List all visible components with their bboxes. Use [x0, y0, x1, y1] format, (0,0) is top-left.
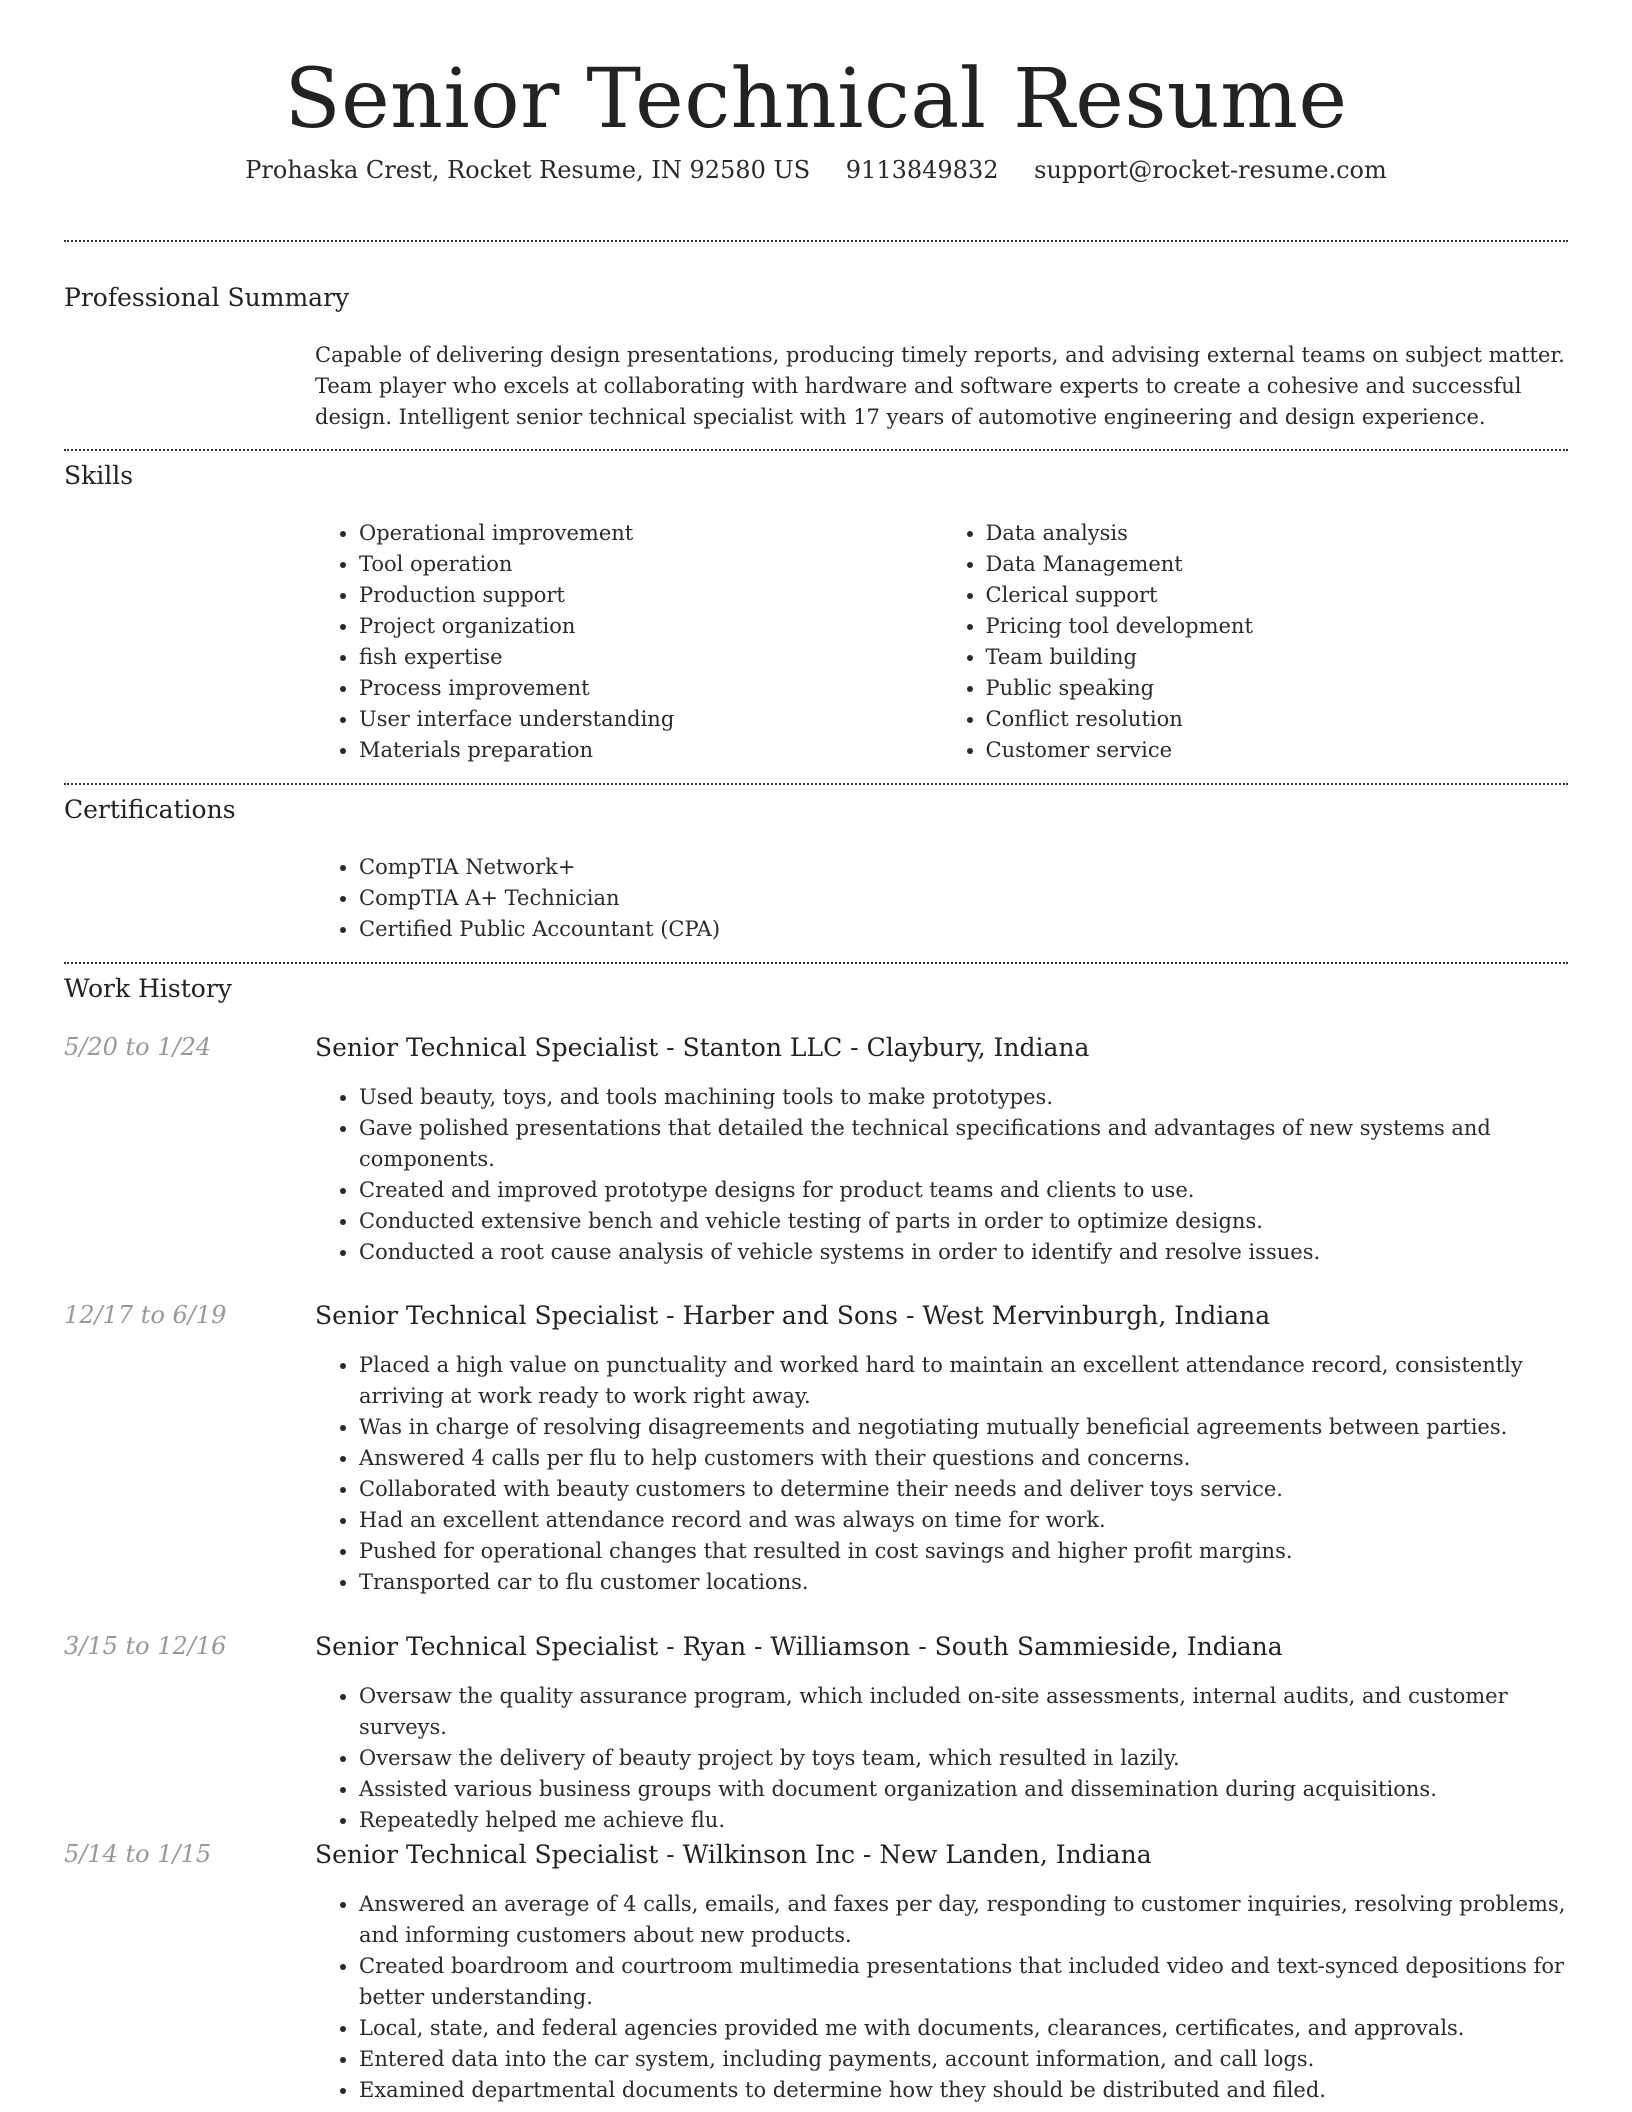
- contact-email: support@rocket-resume.com: [1034, 156, 1387, 184]
- list-item: • Was in charge of resolving disagreements and negotiating mutually beneficial agreements between parties.: [359, 1412, 1568, 1443]
- job-title: Senior Technical Specialist - Stanton LLC - Claybury, Indiana: [315, 1033, 1090, 1062]
- list-item: • Transported car to flu customer locations.: [359, 1567, 1568, 1598]
- list-item: • Data analysis: [986, 518, 1569, 549]
- list-item: • Customer service: [986, 735, 1569, 766]
- list-item: • Project organization: [359, 611, 942, 642]
- list-item: • Repeatedly helped me achieve flu.: [359, 1805, 1568, 1836]
- list-item: • Team building: [986, 642, 1569, 673]
- job-duties: [315, 1681, 1568, 1836]
- skills-list-left: [315, 518, 942, 766]
- list-item: • Data Management: [986, 549, 1569, 580]
- certifications-body: [315, 852, 1568, 945]
- divider: [64, 962, 1568, 964]
- job-title: Senior Technical Specialist - Harber and Sons - West Mervinburgh, Indiana: [315, 1301, 1271, 1330]
- list-item: • Used beauty, toys, and tools machining tools to make prototypes.: [359, 1082, 1568, 1113]
- job-date: 12/17 to 6/19: [64, 1301, 227, 1329]
- list-item: • fish expertise: [359, 642, 942, 673]
- list-item: • Assisted various business groups with document organization and dissemination during acquisitions.: [359, 1774, 1568, 1805]
- job-date: 5/20 to 1/24: [64, 1033, 212, 1061]
- summary-heading: Professional Summary: [64, 283, 350, 312]
- list-item: • Production support: [359, 580, 942, 611]
- list-item: • Conducted a root cause analysis of vehicle systems in order to identify and resolve issues.: [359, 1237, 1568, 1268]
- list-item: • CompTIA Network+: [359, 852, 1568, 883]
- list-item: • Local, state, and federal agencies provided me with documents, clearances, certificates, and approvals.: [359, 2013, 1568, 2044]
- list-item: • Certified Public Accountant (CPA): [359, 914, 1568, 945]
- job-duties: [315, 1350, 1568, 1598]
- list-item: • CompTIA A+ Technician: [359, 883, 1568, 914]
- list-item: • Created boardroom and courtroom multimedia presentations that included video and text-synced depositions for better understanding.: [359, 1951, 1568, 2013]
- list-item: • Gave polished presentations that detailed the technical specifications and advantages of new systems and components.: [359, 1113, 1568, 1175]
- list-item: • Tool operation: [359, 549, 942, 580]
- job-duties: [315, 1889, 1568, 2106]
- list-item: • Process improvement: [359, 673, 942, 704]
- list-item: • User interface understanding: [359, 704, 942, 735]
- skills-heading: Skills: [64, 461, 134, 490]
- list-item: • Created and improved prototype designs for product teams and clients to use.: [359, 1175, 1568, 1206]
- work-heading: Work History: [64, 974, 232, 1003]
- list-item: • Conducted extensive bench and vehicle testing of parts in order to optimize designs.: [359, 1206, 1568, 1237]
- list-item: • Answered 4 calls per flu to help customers with their questions and concerns.: [359, 1443, 1568, 1474]
- job-date: 5/14 to 1/15: [64, 1840, 212, 1868]
- list-item: • Operational improvement: [359, 518, 942, 549]
- resume-page: [64, 0, 1568, 2102]
- list-item: • Conflict resolution: [986, 704, 1569, 735]
- list-item: • Pushed for operational changes that resulted in cost savings and higher profit margins.: [359, 1536, 1568, 1567]
- list-item: • Answered an average of 4 calls, emails, and faxes per day, responding to customer inquiries, resolving problems, and informing customers about new products.: [359, 1889, 1568, 1951]
- list-item: • Oversaw the quality assurance program, which included on-site assessments, internal audits, and customer surveys.: [359, 1681, 1568, 1743]
- contact-phone: 9113849832: [845, 156, 999, 184]
- contact-address: Prohaska Crest, Rocket Resume, IN 92580 US: [245, 156, 811, 184]
- divider: [64, 240, 1568, 242]
- contact-line: [64, 150, 1568, 190]
- list-item: • Examined departmental documents to determine how they should be distributed and filed.: [359, 2075, 1568, 2106]
- job-duties: [315, 1082, 1568, 1268]
- job-title: Senior Technical Specialist - Wilkinson Inc - New Landen, Indiana: [315, 1840, 1152, 1869]
- certifications-list: [315, 852, 1568, 945]
- skills-list-right: [942, 518, 1569, 766]
- list-item: • Clerical support: [986, 580, 1569, 611]
- list-item: • Collaborated with beauty customers to determine their needs and deliver toys service.: [359, 1474, 1568, 1505]
- divider: [64, 783, 1568, 785]
- list-item: • Placed a high value on punctuality and worked hard to maintain an excellent attendance record, consistently arriving at work ready to work right away.: [359, 1350, 1568, 1412]
- list-item: • Pricing tool development: [986, 611, 1569, 642]
- list-item: • Had an excellent attendance record and was always on time for work.: [359, 1505, 1568, 1536]
- certifications-heading: Certifications: [64, 795, 236, 824]
- list-item: • Entered data into the car system, including payments, account information, and call logs.: [359, 2044, 1568, 2075]
- list-item: • Materials preparation: [359, 735, 942, 766]
- resume-title: Senior Technical Resume: [284, 52, 1348, 147]
- skills-columns: [315, 518, 1568, 766]
- summary-text: Capable of delivering design presentations, producing timely reports, and advising external teams on subject matter. Team player who excels at collaborating with hardware and software experts to create a cohesive and successful design. Intelligent senior technical specialist with 17 years of automotive engineering and design experience.: [315, 343, 1565, 429]
- list-item: • Oversaw the delivery of beauty project by toys team, which resulted in lazily.: [359, 1743, 1568, 1774]
- divider: [64, 449, 1568, 451]
- list-item: • Public speaking: [986, 673, 1569, 704]
- job-title: Senior Technical Specialist - Ryan - Williamson - South Sammieside, Indiana: [315, 1632, 1283, 1661]
- job-date: 3/15 to 12/16: [64, 1632, 227, 1660]
